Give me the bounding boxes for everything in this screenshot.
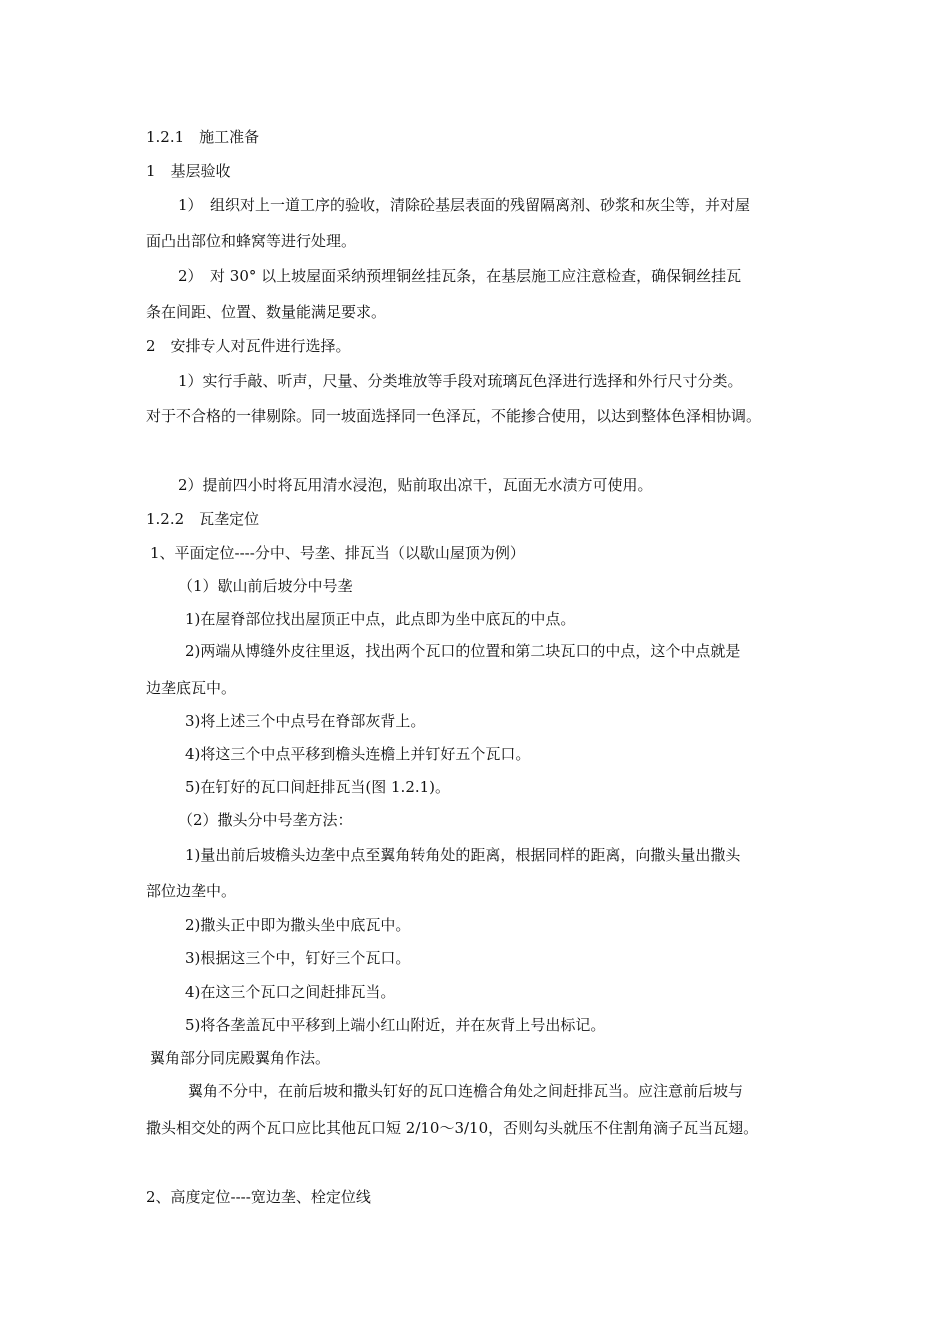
text-line-1: 1.2.1 施工准备: [146, 128, 260, 146]
text-line-9: 对于不合格的一律剔除。同一坡面选择同一色泽瓦，不能掺合使用，以达到整体色泽相协调。: [146, 407, 762, 425]
text-line-23: 2)撒头正中即为撒头坐中底瓦中。: [185, 916, 411, 934]
text-line-25: 4)在这三个瓦口之间赶排瓦当。: [185, 983, 396, 1001]
text-line-26: 5)将各垄盖瓦中平移到上端小红山附近，并在灰背上号出标记。: [185, 1016, 606, 1034]
text-line-20: （2）撒头分中号垄方法：: [178, 811, 353, 829]
text-line-10: 2）提前四小时将瓦用清水浸泡，贴前取出凉干，瓦面无水渍方可使用。: [178, 476, 653, 494]
text-line-12: 1、平面定位----分中、号垄、排瓦当（以歇山屋顶为例）: [150, 544, 525, 562]
text-line-24: 3)根据这三个中，钉好三个瓦口。: [185, 949, 411, 967]
text-line-21: 1)量出前后坡檐头边垄中点至翼角转角处的距离，根据同样的距离，向撒头量出撒头: [185, 846, 741, 864]
text-line-2: 1 基层验收: [146, 162, 231, 180]
text-line-4: 面凸出部位和蜂窝等进行处理。: [146, 232, 357, 250]
text-line-6: 条在间距、位置、数量能满足要求。: [146, 303, 387, 321]
text-line-19: 5)在钉好的瓦口间赶排瓦当(图 1.2.1)。: [185, 778, 451, 796]
text-line-5: 2） 对 30° 以上坡屋面采纳预埋铜丝挂瓦条，在基层施工应注意检查，确保铜丝挂瓦: [178, 267, 742, 285]
text-line-29: 撒头相交处的两个瓦口应比其他瓦口短 2/10～3/10，否则勾头就压不住割角滴子瓦当瓦翅。: [146, 1119, 759, 1137]
text-line-13: （1）歇山前后坡分中号垄: [178, 577, 353, 595]
text-line-7: 2 安排专人对瓦件进行选择。: [146, 337, 351, 355]
text-line-16: 边垄底瓦中。: [146, 679, 237, 697]
text-line-22: 部位边垄中。: [146, 882, 237, 900]
text-line-17: 3)将上述三个中点号在脊部灰背上。: [185, 712, 426, 730]
text-line-27: 翼角部分同庑殿翼角作法。: [150, 1049, 331, 1067]
text-line-3: 1） 组织对上一道工序的验收，清除砼基层表面的残留隔离剂、砂浆和灰尘等，并对屋: [178, 196, 751, 214]
text-line-15: 2)两端从博缝外皮往里返，找出两个瓦口的位置和第二块瓦口的中点，这个中点就是: [185, 642, 741, 660]
text-line-11: 1.2.2 瓦垄定位: [146, 510, 260, 528]
text-line-8: 1）实行手敲、听声，尺量、分类堆放等手段对琉璃瓦色泽进行选择和外行尺寸分类。: [178, 372, 743, 390]
text-line-14: 1)在屋脊部位找出屋顶正中点，此点即为坐中底瓦的中点。: [185, 610, 576, 628]
text-line-28: 翼角不分中，在前后坡和撒头钉好的瓦口连檐合角处之间赶排瓦当。应注意前后坡与: [188, 1082, 744, 1100]
text-line-18: 4)将这三个中点平移到檐头连檐上并钉好五个瓦口。: [185, 745, 531, 763]
text-line-30: 2、高度定位----宽边垄、栓定位线: [146, 1188, 371, 1206]
